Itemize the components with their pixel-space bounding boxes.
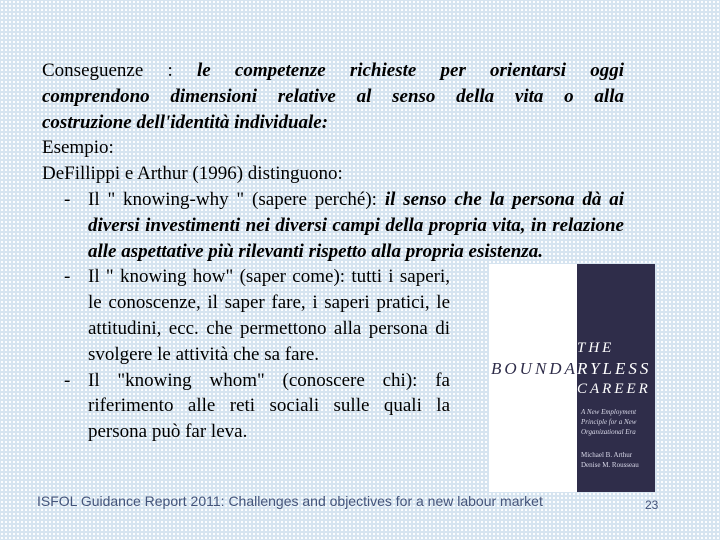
consequences-label: Conseguenze : <box>42 60 173 81</box>
knowing-why-bold-a: il senso che la persona <box>384 188 575 210</box>
book-cover-white-top <box>489 264 577 342</box>
footer-caption: ISFOL Guidance Report 2011: Challenges and objectives for a new labour market <box>37 493 543 509</box>
list-dash: - <box>64 266 71 288</box>
knowing-why-prefix: Il " knowing-why " (sapere perché): <box>88 188 377 210</box>
list-item-knowing-whom <box>42 368 450 445</box>
knowing-whom-text: Il "knowing whom" (conoscere chi): fa riferimento alle reti sociali sulle quali la persona può far leva. <box>88 369 450 443</box>
list-item-knowing-how <box>42 264 450 367</box>
list-dash: - <box>64 188 71 210</box>
intro-line: DeFillippi e Arthur (1996) distinguono: <box>42 163 343 185</box>
consequences-line1 <box>42 58 624 84</box>
knowing-why-bold-d: propria esistenza. <box>405 240 543 262</box>
knowing-why-bold-b: dà ai diversi investimenti nei diversi campi della propria <box>88 188 624 236</box>
page-number: 23 <box>645 498 659 512</box>
list-item-knowing-why <box>42 187 624 264</box>
knowing-how-text: Il " knowing how" (saper come): tutti i saperi, le conoscenze, il saper fare, i saperi pratici, le attitudini, ecc. che permettono alla persona di svolgere le attività che sa fare. <box>88 266 450 365</box>
consequences-line3: costruzione dell'identità individuale: <box>42 111 329 133</box>
book-subtitle: A New Employment Principle for a New Organizational Era <box>581 408 637 436</box>
example-label: Esempio: <box>42 137 114 159</box>
consequences-bold: le competenze richieste per orientarsi oggi <box>196 60 625 81</box>
book-title-boundary: BOUNDA <box>491 359 578 378</box>
consequences-line2: comprendono dimensioni relative al senso della vita o alla <box>42 85 624 107</box>
knowing-why-bold-c: vita, in relazione alle aspettative più rilevanti rispetto alla <box>88 214 624 262</box>
book-title-boundary-rest: RYLESS <box>577 359 652 378</box>
book-title-career: CAREER <box>577 381 651 397</box>
list-dash: - <box>64 369 71 391</box>
book-authors: Michael B. Arthur Denise M. Rousseau <box>581 451 639 469</box>
book-title-the: THE <box>577 340 615 356</box>
book-cover-image <box>489 264 655 492</box>
